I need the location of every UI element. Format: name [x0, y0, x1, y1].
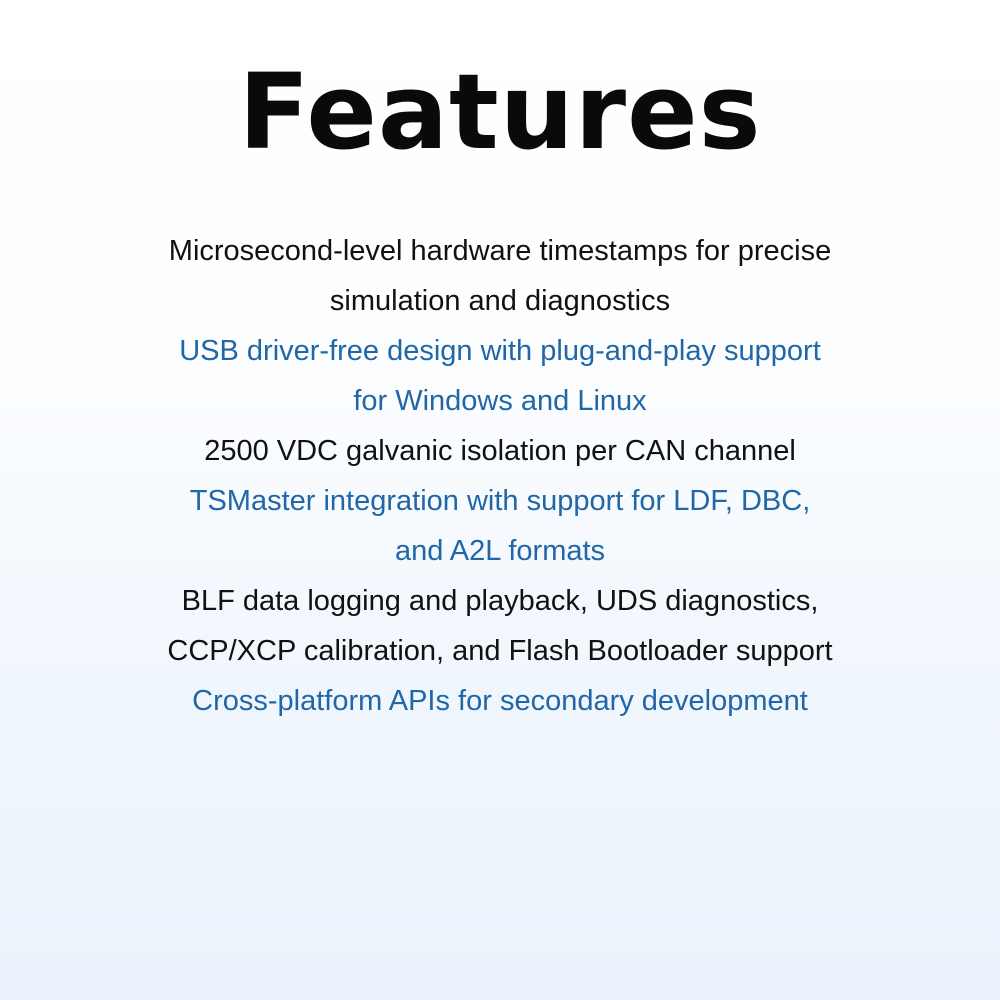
feature-text-line: and A2L formats: [394, 535, 606, 567]
feature-item-timestamps: [0, 226, 1000, 326]
feature-item-galvanic-isolation: [0, 426, 1000, 476]
feature-text-line: Cross-platform APIs for secondary development: [192, 685, 808, 717]
feature-text-line: 2500 VDC galvanic isolation per CAN channel: [204, 435, 796, 467]
page-title: Features: [238, 51, 762, 173]
feature-text-line: TSMaster integration with support for LDF, DBC,: [189, 485, 811, 517]
feature-text-line: USB driver-free design with plug-and-play support: [179, 335, 821, 367]
features-list: [0, 226, 1000, 726]
feature-text-line: for Windows and Linux: [353, 385, 647, 417]
feature-item-cross-platform-apis: [0, 676, 1000, 726]
feature-item-logging-diagnostics: [0, 576, 1000, 676]
feature-item-usb-driver-free: [0, 326, 1000, 426]
feature-text-line: simulation and diagnostics: [329, 285, 671, 317]
feature-text-line: Microsecond-level hardware timestamps for precise: [168, 235, 832, 267]
feature-text-line: BLF data logging and playback, UDS diagnostics,: [181, 585, 819, 617]
feature-item-tsmaster-integration: [0, 476, 1000, 576]
feature-text-line: CCP/XCP calibration, and Flash Bootloader support: [167, 635, 833, 667]
